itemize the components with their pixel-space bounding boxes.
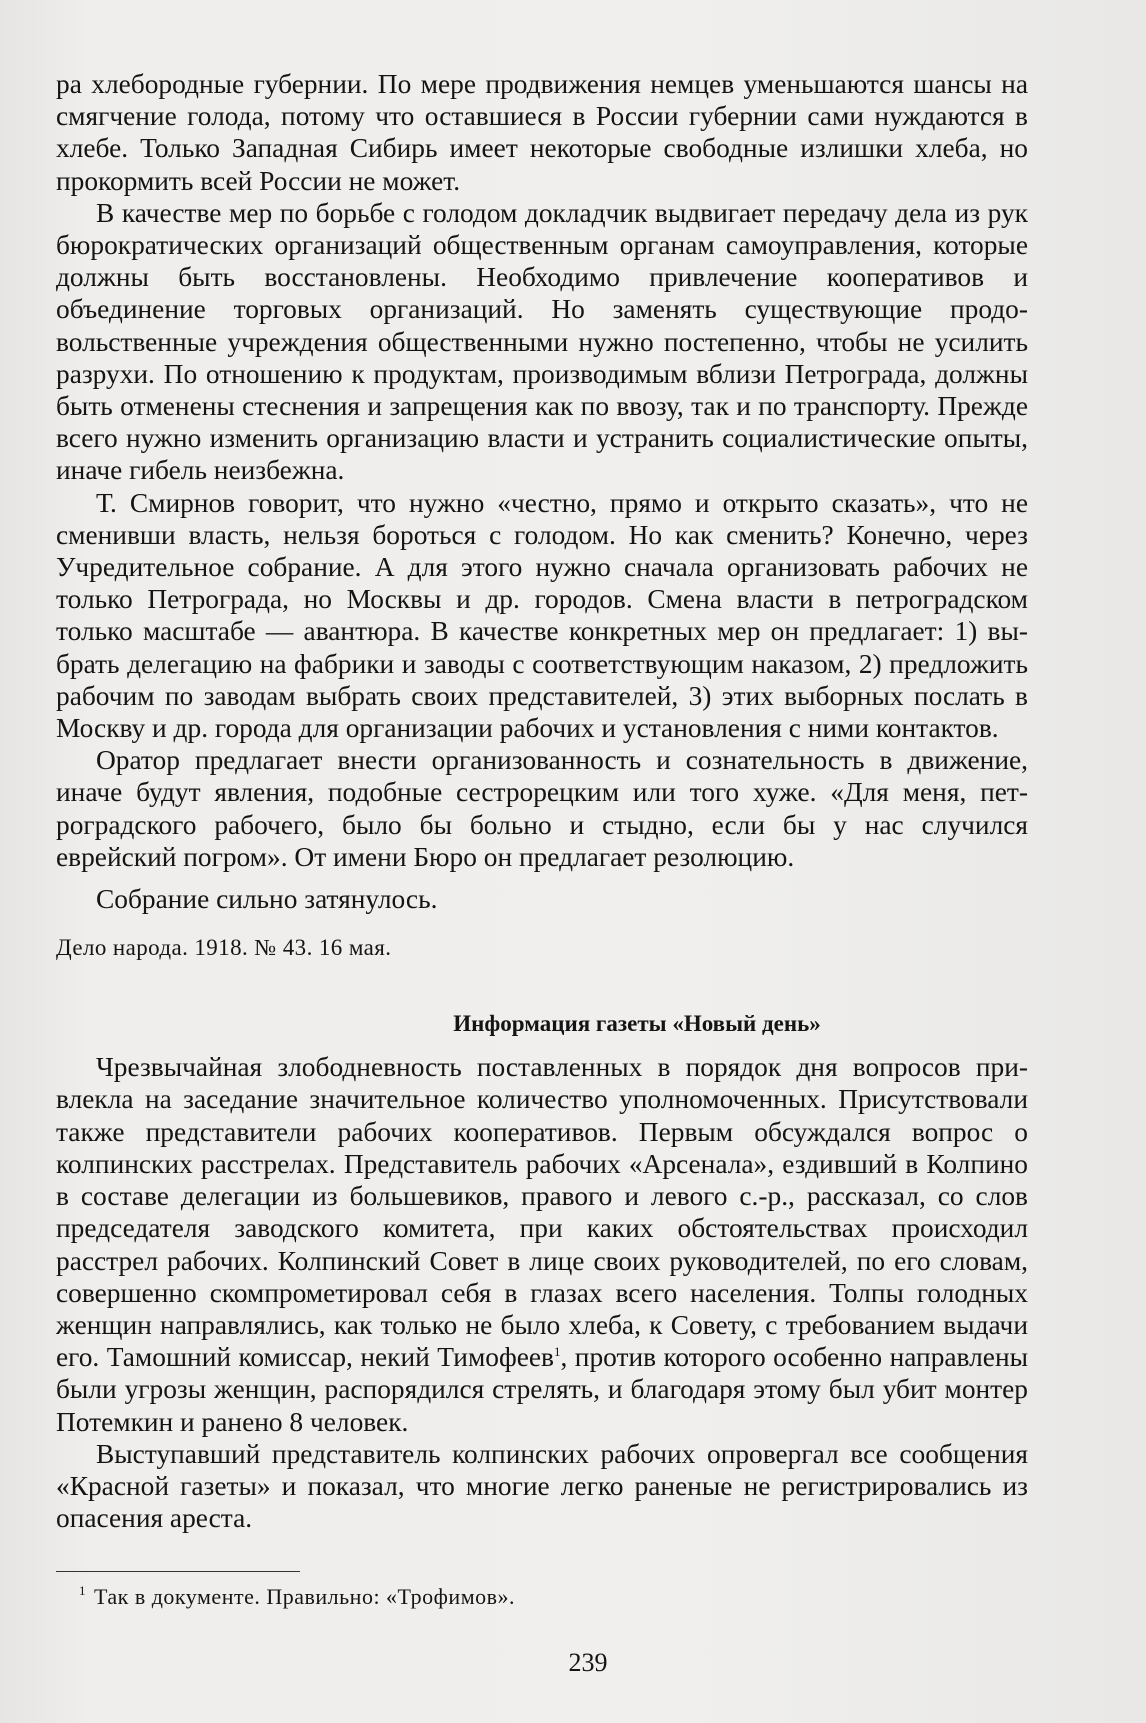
paragraph-5: Собрание сильно затянулось.: [96, 884, 438, 915]
section-heading: Информация газеты «Новый день»: [453, 1011, 821, 1037]
footnote-mark: 1: [79, 1583, 86, 1598]
page-number: 239: [568, 1648, 608, 1677]
paragraph-7: Выступавший представитель колпинских рабочих опровергал все сообщения «Красной газеты» и показал, что многие легко раненые не регистрировались из опасения ареста.: [56, 1438, 1028, 1534]
footnote-reference: 1: [553, 1343, 561, 1359]
paragraph-4: Оратор предлагает внести организованность и сознательность в движение, иначе будут явления, подобные сестрорецким или того хуже. «Для меня, петроградского рабочего, было бы больно и стыдно, если бы у нас случился еврейский погром». От имени Бюро он предлагает резолюцию.: [56, 745, 1028, 872]
text-column: [56, 68, 1028, 1534]
paragraph-6-text-before: Чрезвычайная злободневность поставленных в порядок дня вопросов привлекла на заседание значительное количество уполномоченных. Присутствовали также представители рабочих кооперативов. Первым обсуждался вопрос о колпинских расстрелах. Представитель рабочих «Арсенала», ездивший в Колпино в составе делегации из большевиков, правого и левого с.-р., рассказал, со слов председателя заводского комитета, при каких обстоятельствах происходил расстрел рабочих. Колпинский Совет в лице своих руководителей, по его словам, совершенно скомпрометировал себя в глазах всего населения. Толпы голодных женщин направлялись, как только не было хлеба, к Совету, с требованием выдачи его. Тамошний комиссар, некий Тимофеев: [56, 1052, 1028, 1373]
footnote-text: Так в документе. Правильно: «Трофимов».: [94, 1584, 515, 1609]
paragraph-6-text-after: , против которого особенно направлены были угрозы женщин, распорядился стрелять, и благодаря этому был убит монтер Потемкин и ранено 8 человек.: [56, 1342, 1028, 1437]
footnote-divider: [56, 1571, 300, 1572]
paragraph-2: В качестве мер по борьбе с голодом докладчик выдвигает передачу дела из рук бюрократических организаций общественным органам самоуправления, которые должны быть восстановлены. Необходимо привлечение кооперативов и объединение торговых организаций. Но заменять существующие продовольственные учреждения общественными нужно постепенно, чтобы не усилить разрухи. По отношению к продуктам, производимым вблизи Петрограда, должны быть отменены стеснения и запрещения как по ввозу, так и по транспорту. Прежде всего нужно изменить организацию власти и устранить социалистические опыты, иначе гибель неизбежна.: [56, 197, 1028, 486]
footnote: [79, 1583, 515, 1611]
paragraph-6: [56, 1051, 1028, 1437]
paragraph-3: Т. Смирнов говорит, что нужно «честно, прямо и открыто сказать», что не сменивши власть, нельзя бороться с голодом. Но как сменить? Конечно, через Учредительное собрание. А для этого нужно сначала организовать рабочих не только Петрограда, но Москвы и др. городов. Смена власти в петроградском только масштабе — авантюра. В качестве конкретных мер он предлагает: 1) выбрать делегацию на фабрики и заводы с соответствующим наказом, 2) предложить рабочим по заводам выбрать своих представителей, 3) этих выборных послать в Москву и др. города для организации рабочих и установления с ними контактов.: [56, 487, 1028, 744]
source-citation: Дело народа. 1918. № 43. 16 мая.: [56, 935, 392, 961]
paragraph-1: ра хлебородные губернии. По мере продвижения немцев уменьшаются шансы на смягчение голода, потому что оставшиеся в России губернии сами нуждаются в хлебе. Только Западная Сибирь имеет некоторые свободные излишки хлеба, но прокормить всей России не может.: [56, 69, 1028, 196]
